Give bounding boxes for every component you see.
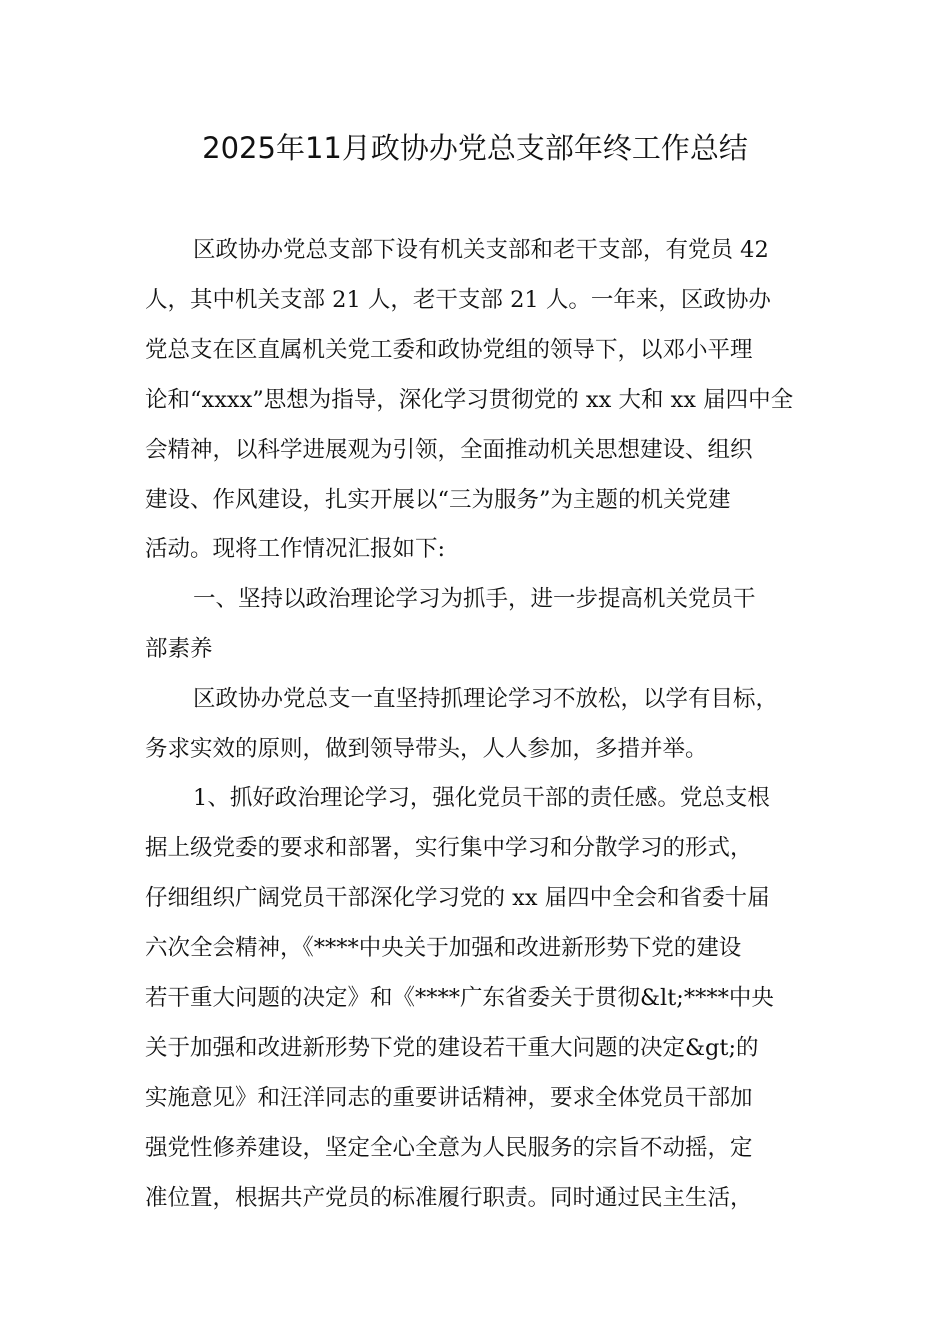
paragraph-line-16: 实施意见》和汪洋同志的重要讲话精神，要求全体党员干部加 [145,1085,753,1111]
paragraph-line-15: 关于加强和改进新形势下党的建设若干重大问题的决定&gt;的 [145,1035,759,1061]
paragraph-line-3: 党总支在区直属机关党工委和政协党组的领导下，以邓小平理 [145,337,753,363]
paragraph-line-18: 准位置，根据共产党员的标准履行职责。同时通过民主生活， [145,1185,753,1211]
document-title: 2025年11月政协办党总支部年终工作总结 [202,131,748,165]
section-heading-line-2: 部素养 [145,636,213,662]
paragraph-line-10: 1、抓好政治理论学习，强化党员干部的责任感。党总支根 [193,785,770,811]
paragraph-line-1: 区政协办党总支部下设有机关支部和老干支部，有党员 42 [193,237,769,263]
paragraph-line-13: 六次全会精神，《****中央关于加强和改进新形势下党的建设 [145,935,742,961]
paragraph-line-2: 人，其中机关支部 21 人，老干支部 21 人。一年来，区政协办 [145,287,771,313]
paragraph-line-7: 活动。现将工作情况汇报如下: [145,536,446,562]
paragraph-line-14: 若干重大问题的决定》和《****广东省委关于贯彻&lt;****中央 [145,985,774,1011]
paragraph-line-9: 务求实效的原则，做到领导带头，人人参加，多措并举。 [145,736,708,762]
paragraph-line-17: 强党性修养建设，坚定全心全意为人民服务的宗旨不动摇，定 [145,1135,753,1161]
paragraph-line-5: 会精神，以科学进展观为引领，全面推动机关思想建设、组织 [145,437,753,463]
section-heading-line-1: 一、坚持以政治理论学习为抓手，进一步提高机关党员干 [193,586,756,612]
paragraph-line-6: 建设、作风建设，扎实开展以“三为服务”为主题的机关党建 [145,487,731,513]
paragraph-line-4: 论和“xxxx”思想为指导，深化学习贯彻党的 xx 大和 xx 届四中全 [145,387,794,413]
paragraph-line-12: 仔细组织广阔党员干部深化学习党的 xx 届四中全会和省委十届 [145,885,770,911]
paragraph-line-11: 据上级党委的要求和部署，实行集中学习和分散学习的形式， [145,835,753,861]
paragraph-line-8: 区政协办党总支一直坚持抓理论学习不放松，以学有目标， [193,686,779,712]
